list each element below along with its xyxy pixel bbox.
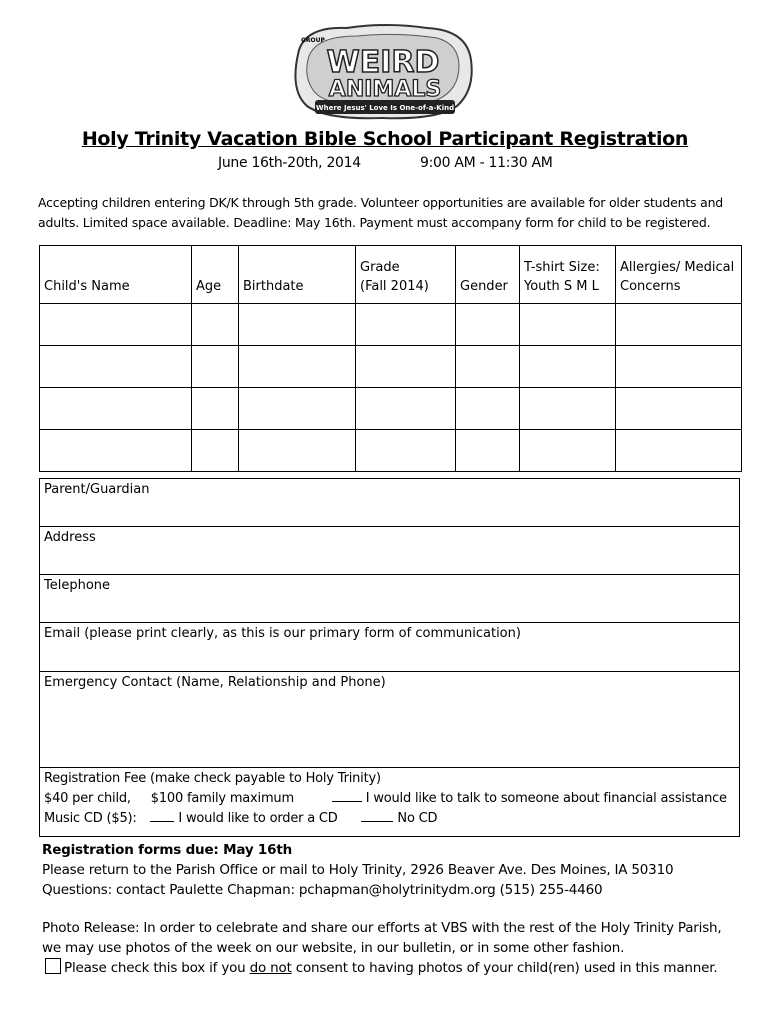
intro-text: Accepting children entering DK/K through 5th grade. Volunteer opportunities are available for older students and adults. Limited space available. Deadline: May 16th. Payment must accompany form for child to be registered. [38,195,724,230]
cell-tshirt[interactable] [520,304,616,346]
photo-consent-before: Please check this box if you [64,960,250,976]
logo-brand-small: GROUP [301,37,325,44]
table-row [40,346,742,388]
telephone-label: Telephone [44,578,111,593]
photo-consent-line [42,958,752,978]
table-row [40,388,742,430]
table-row [40,304,742,346]
event-times: 9:00 AM - 11:30 AM [420,155,553,171]
cell-allergies[interactable] [616,346,742,388]
music-cd-line [44,809,735,829]
cell-age[interactable] [192,388,239,430]
cell-age[interactable] [192,346,239,388]
table-row [40,430,742,472]
cell-tshirt[interactable] [520,430,616,472]
parent-guardian-label: Parent/Guardian [44,482,150,497]
cell-gender[interactable] [456,430,520,472]
photo-release-line1: Photo Release: In order to celebrate and share our efforts at VBS with the rest of the Holy Trinity Parish, [42,920,722,936]
cell-gender[interactable] [456,346,520,388]
address-field[interactable] [40,527,739,575]
cell-tshirt[interactable] [520,346,616,388]
table-header-row [40,246,742,304]
cell-grade[interactable] [356,304,456,346]
participants-table [39,245,742,472]
parent-info-box [39,478,740,837]
cell-birthdate[interactable] [239,388,356,430]
order-cd-blank[interactable] [150,821,174,822]
weird-animals-logo [287,20,477,122]
emergency-contact-label: Emergency Contact (Name, Relationship and Phone) [44,675,386,690]
form-title: Holy Trinity Vacation Bible School Participant Registration [81,128,689,150]
header-grade: Grade (Fall 2014) [356,246,456,304]
emergency-contact-field[interactable] [40,672,739,768]
cell-tshirt[interactable] [520,388,616,430]
cell-grade[interactable] [356,430,456,472]
cell-birthdate[interactable] [239,430,356,472]
logo-brand-top: WEIRD [326,45,440,80]
photo-consent-after: consent to having photos of your child(ren) used in this manner. [291,960,718,976]
cell-childs-name[interactable] [40,304,192,346]
logo-brand-bottom: ANIMALS [328,77,442,102]
cell-gender[interactable] [456,388,520,430]
cell-childs-name[interactable] [40,388,192,430]
cell-age[interactable] [192,430,239,472]
cell-grade[interactable] [356,388,456,430]
photo-release-section [42,918,752,978]
header-childs-name: Child's Name [40,246,192,304]
cell-grade[interactable] [356,346,456,388]
cell-birthdate[interactable] [239,346,356,388]
cell-allergies[interactable] [616,430,742,472]
email-label: Email (please print clearly, as this is our primary form of communication) [44,626,521,641]
address-label: Address [44,530,96,545]
fee-details-line [44,789,735,809]
header-birthdate: Birthdate [239,246,356,304]
parent-guardian-field[interactable] [40,479,739,527]
financial-assistance-label: I would like to talk to someone about financial assistance [365,791,727,806]
questions-contact: Questions: contact Paulette Chapman: pchapman@holytrinitydm.org (515) 255-4460 [42,882,603,898]
photo-release-line2: we may use photos of the week on our website, in our bulletin, or in some other fashion. [42,940,625,956]
logo-tagline: Where Jesus' Love Is One-of-a-Kind [315,104,455,112]
financial-assistance-blank[interactable] [332,801,362,802]
registration-fee-section [40,768,739,836]
cell-childs-name[interactable] [40,346,192,388]
fee-label: Registration Fee (make check payable to Holy Trinity) [44,771,381,786]
fee-family-max: $100 family maximum [150,791,294,806]
cell-childs-name[interactable] [40,430,192,472]
header-allergies: Allergies/ Medical Concerns [616,246,742,304]
cell-allergies[interactable] [616,304,742,346]
cell-gender[interactable] [456,304,520,346]
cell-birthdate[interactable] [239,304,356,346]
telephone-field[interactable] [40,575,739,623]
header-age: Age [192,246,239,304]
no-cd-label: No CD [397,811,438,826]
order-cd-label: I would like to order a CD [178,811,338,826]
email-field[interactable] [40,623,739,672]
footer-section [42,840,742,900]
header-gender: Gender [456,246,520,304]
music-cd-label: Music CD ($5): [44,811,137,826]
forms-due: Registration forms due: May 16th [42,842,292,858]
header-tshirt: T-shirt Size: Youth S M L [520,246,616,304]
fee-per-child: $40 per child, [44,791,131,806]
cell-age[interactable] [192,304,239,346]
no-cd-blank[interactable] [361,821,393,822]
photo-optout-checkbox[interactable] [45,958,61,974]
return-instructions: Please return to the Parish Office or mail to Holy Trinity, 2926 Beaver Ave. Des Moines, IA 50310 [42,862,674,878]
cell-allergies[interactable] [616,388,742,430]
event-dates: June 16th-20th, 2014 [218,155,361,171]
logo-graphic [287,20,477,122]
photo-consent-emphasis: do not [249,960,292,976]
